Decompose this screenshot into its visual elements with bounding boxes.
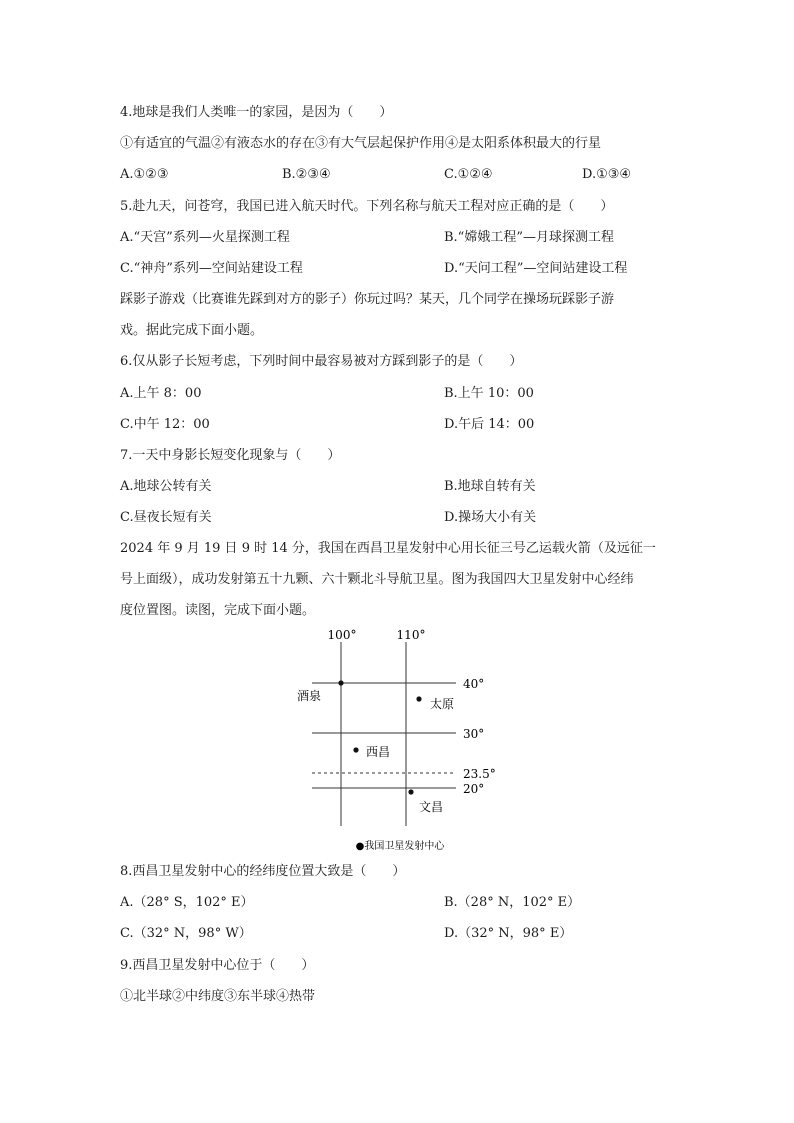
lat-label-23-5: 23.5° [463,767,496,781]
lon-label-110: 110° [396,628,426,642]
q8-option-b: B.（28° N，102° E） [444,895,581,910]
q5-stem: 5.赴九天，问苍穹，我国已进入航天时代。下列名称与航天工程对应正确的是（ ） [120,199,614,214]
shadow-intro-line-1: 踩影子游戏（比赛谁先踩到对方的影子）你玩过吗？某天，几个同学在操场玩踩影子游 [120,292,615,307]
q4-option-b: B.②③④ [282,167,331,182]
xichang-label: 西昌 [366,745,391,759]
xichang-dot [353,747,358,752]
q4-option-c: C.①②④ [444,167,493,182]
q7-stem: 7.一天中身影长短变化现象与（ ） [120,448,341,463]
q4-statements: ①有适宜的气温②有液态水的存在③有大气层起保护作用④是太阳系体积最大的行星 [120,136,602,151]
q8-stem: 8.西昌卫星发射中心的经纬度位置大致是（ ） [120,864,406,879]
map-caption: ●我国卫星发射中心 [355,841,445,852]
q8-option-c: C.（32° N，98° W） [120,926,252,941]
q7-option-b: B.地球自转有关 [444,479,536,494]
q9-statements: ①北半球②中纬度③东半球④热带 [120,989,316,1004]
wenchang-dot [408,789,413,794]
jiuquan-label: 酒泉 [297,689,322,703]
q7-option-c: C.昼夜长短有关 [120,510,212,525]
q9-stem: 9.西昌卫星发射中心位于（ ） [120,958,315,973]
q5-option-a: A.“天宫”系列—火星探测工程 [120,230,290,245]
q5-option-d: D.“天问工程”—空间站建设工程 [444,261,628,276]
q5-option-b: B.“嫦娥工程”—月球探测工程 [444,230,614,245]
jiuquan-dot [338,680,343,685]
q7-option-a: A.地球公转有关 [120,479,212,494]
q4-option-d: D.①③④ [582,167,632,182]
shadow-intro-line-2: 戏。据此完成下面小题。 [120,323,264,338]
launch-center-map [290,622,510,854]
launch-intro-line-2: 号上面级），成功发射第五十九颗、六十颗北斗导航卫星。图为我国四大卫星发射中心经纬 [120,572,634,587]
q6-option-b: B.上午 10：00 [444,386,534,401]
q6-option-c: C.中午 12：00 [120,417,210,432]
q8-option-a: A.（28° S，102° E） [120,895,254,910]
q6-option-d: D.午后 14：00 [444,417,535,432]
lat-label-20: 20° [463,782,485,796]
launch-intro-line-1: 2024 年 9 月 19 日 9 时 14 分，我国在西昌卫星发射中心用长征三号乙运载火箭（及远征一 [120,541,656,556]
launch-intro-line-3: 度位置图。读图，完成下面小题。 [120,603,316,618]
q5-option-c: C.“神舟”系列—空间站建设工程 [120,261,303,276]
q6-option-a: A.上午 8：00 [120,386,202,401]
q7-option-d: D.操场大小有关 [444,510,537,525]
q8-option-d: D.（32° N，98° E） [444,926,573,941]
q4-option-a: A.①②③ [120,167,169,182]
taiyuan-label: 太原 [430,697,455,711]
q4-stem: 4.地球是我们人类唯一的家园，是因为（ ） [120,105,393,120]
lat-label-30: 30° [463,727,485,741]
lon-label-100: 100° [327,628,357,642]
q6-stem: 6.仅从影子长短考虑，下列时间中最容易被对方踩到影子的是（ ） [120,354,523,369]
lat-label-40: 40° [463,677,485,691]
taiyuan-dot [416,696,421,701]
wenchang-label: 文昌 [419,800,444,814]
